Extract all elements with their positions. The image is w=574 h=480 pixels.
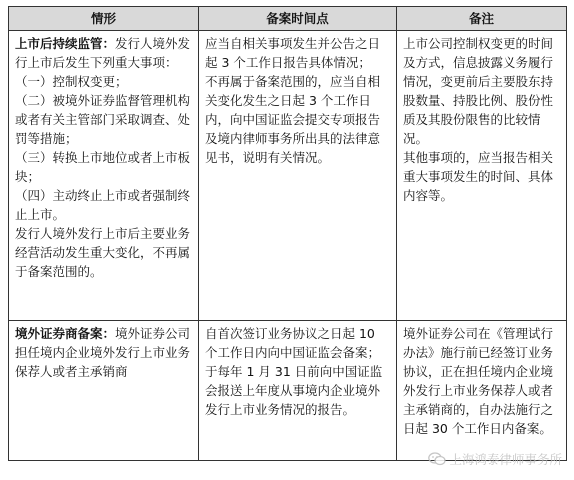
remarks-cell — [397, 31, 567, 321]
watermark-text: 上海鸿泰律师事务所 — [449, 452, 562, 467]
timing-line: 自首次签订业务协议之日起 10 个工作日内向中国证监会备案； — [205, 326, 381, 360]
watermark — [428, 450, 562, 468]
situation-cell — [9, 31, 199, 321]
table-row — [9, 321, 567, 461]
situation-line: 境外证券公司担任境内企业境外发行上市业务保荐人或者主承销商 — [15, 326, 191, 379]
remarks-line: 境外证券公司在《管理试行办法》施行前已经签订业务协议，正在担任境内企业境外发行上市业务保荐人或者主承销商的，自办法施行之日起 30 个工作日内备案。 — [403, 326, 554, 436]
situation-line: （二）被境外证券监督管理机构或者有关主管部门采取调查、处罚等措施； — [15, 93, 191, 146]
table-row — [9, 31, 567, 321]
situation-line: 发行人境外发行上市后主要业务经营活动发生重大变化，不再属于备案范围的。 — [15, 226, 191, 279]
filing-requirements-table — [8, 6, 567, 461]
situation-lead: 境外证券商备案： — [15, 326, 116, 341]
situation-line: 发行人境外发行上市后发生下列重大事项： — [15, 36, 191, 70]
timing-line: 于每年 1 月 31 日前向中国证监会报送上年度从事境内企业境外发行上市业务情况的报告。 — [205, 364, 383, 417]
timing-cell — [199, 31, 397, 321]
wechat-icon — [428, 452, 446, 466]
situation-line: （四）主动终止上市或者强制终止上市。 — [15, 188, 191, 222]
situation-line: （三）转换上市地位或者上市板块； — [15, 150, 191, 184]
timing-line: 不再属于备案范围的，应当自相关变化发生之日起 3 个工作日内，向中国证监会提交专项报告及境内律师事务所出具的法律意见书，说明有关情况。 — [205, 74, 381, 165]
timing-cell — [199, 321, 397, 461]
situation-cell — [9, 321, 199, 461]
remarks-line: 上市公司控制权变更的时间及方式，信息披露义务履行情况，变更前后主要股东持股数量、持股比例、股份性质及其股份限售的比较情况。 — [403, 36, 554, 146]
remarks-cell — [397, 321, 567, 461]
remarks-line: 其他事项的，应当报告相关重大事项发生的时间、具体内容等。 — [403, 150, 554, 203]
situation-line: （一）控制权变更； — [15, 74, 128, 89]
header-remarks: 备注 — [397, 7, 567, 31]
timing-line: 应当自相关事项发生并公告之日起 3 个工作日报告具体情况； — [205, 36, 381, 70]
table-header-row — [9, 7, 567, 31]
header-situation: 情形 — [9, 7, 199, 31]
situation-lead: 上市后持续监管： — [15, 36, 116, 51]
header-filing-time: 备案时间点 — [199, 7, 397, 31]
